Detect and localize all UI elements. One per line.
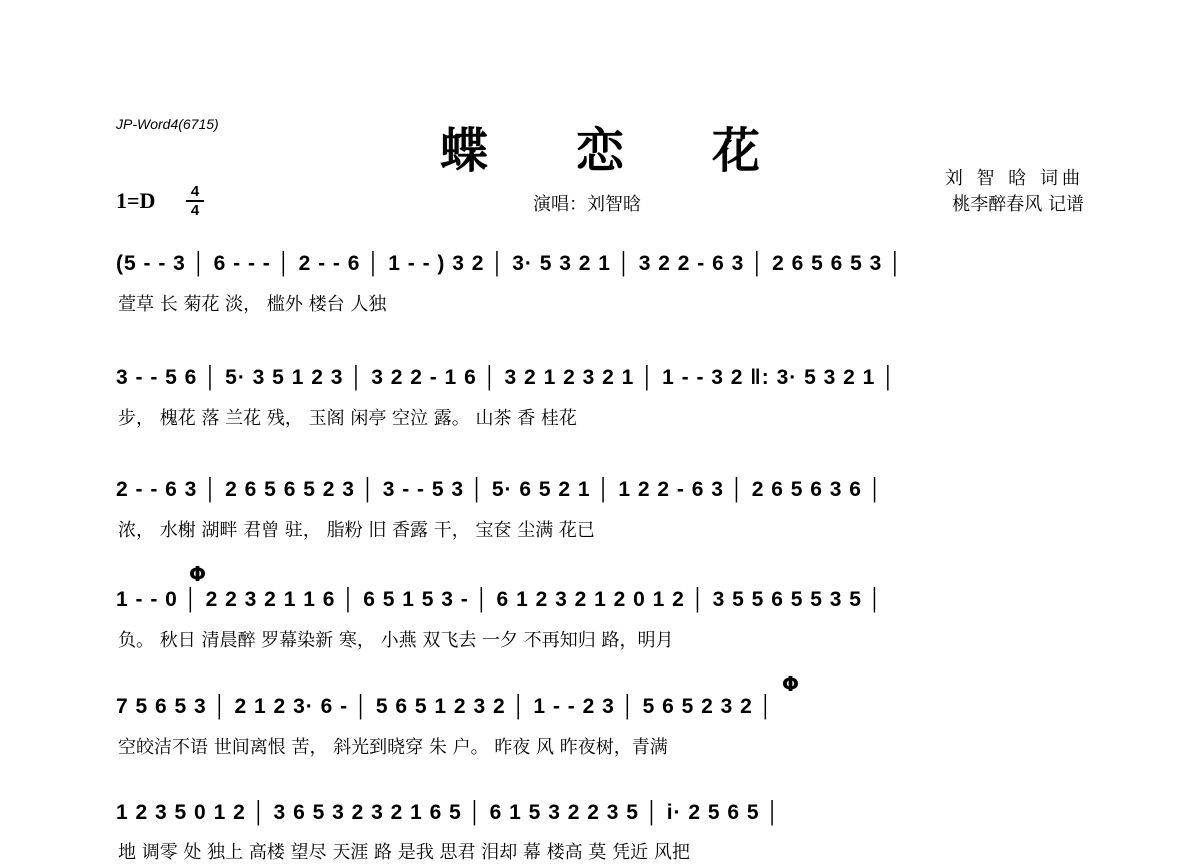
time-sig-bottom: 4	[190, 202, 200, 219]
score-line-6-notes: 1 2 3 5 0 1 2 │ 3 6 5 3 2 3 2 1 6 5 │ 6 1 5 3 2 2 3 5 │ i· 2 5 6 5 │	[116, 801, 781, 824]
singer-credit: 演唱：刘智晗	[533, 194, 641, 215]
transcriber-credit: 桃李醉春风 记谱	[952, 194, 1084, 215]
coda-mark-2: Φ	[782, 672, 800, 696]
score-line-1-lyrics: 萱草 长 菊花 淡， 槛外 楼台 人独	[118, 294, 387, 315]
score-line-3-lyrics: 浓， 水榭 湖畔 君曾 驻， 脂粉 旧 香露 干， 宝奁 尘满 花已	[118, 520, 595, 541]
score-line-3-notes: 2 - - 6 3 │ 2 6 5 6 5 2 3 │ 3 - - 5 3 │ 5· 6 5 2 1 │ 1 2 2 - 6 3 │ 2 6 5 6 3 6 │	[116, 478, 883, 501]
key-signature: 1=D	[116, 188, 156, 213]
score-line-4-lyrics: 负。 秋日 清晨醉 罗幕染新 寒， 小燕 双飞去 一夕 不再知归 路，明月	[118, 630, 674, 651]
score-line-5-lyrics: 空皎洁不语 世间离恨 苦， 斜光到晓穿 朱 户。 昨夜 风 昨夜树，青满	[118, 737, 668, 758]
source-label: JP-Word4(6715)	[116, 116, 219, 132]
lyricist-composer-credit: 刘 智 晗 词曲	[944, 168, 1084, 189]
score-line-2-notes: 3 - - 5 6 │ 5· 3 5 1 2 3 │ 3 2 2 - 1 6 │ 3 2 1 2 3 2 1 │ 1 - - 3 2 ‖: 3· 5 3 2 1 │	[116, 366, 897, 389]
score-line-4-notes: 1 - - 0 │ 2 2 3 2 1 1 6 │ 6 5 1 5 3 - │ 6 1 2 3 2 1 2 0 1 2 │ 3 5 5 6 5 5 3 5 │	[116, 588, 883, 611]
score-line-2-lyrics: 步， 槐花 落 兰花 残， 玉阁 闲亭 空泣 露。 山茶 香 桂花	[118, 408, 577, 429]
score-line-6-lyrics: 地 调零 处 独上 高楼 望尽 天涯 路 是我 思君 泪却 幕 楼高 莫 凭近 风把	[118, 842, 690, 863]
time-sig-top: 4	[190, 183, 200, 200]
time-signature	[184, 184, 206, 218]
coda-mark: Φ	[189, 562, 207, 586]
score-line-1-notes: (5 - - 3 │ 6 - - - │ 2 - - 6 │ 1 - - ) 3 2 │ 3· 5 3 2 1 │ 3 2 2 - 6 3 │ 2 6 5 6 5 3 │	[116, 252, 904, 275]
score-line-5-notes: 7 5 6 5 3 │ 2 1 2 3· 6 - │ 5 6 5 1 2 3 2 │ 1 - - 2 3 │ 5 6 5 2 3 2 │	[116, 695, 774, 718]
page-title: 蝶恋花	[439, 123, 848, 179]
